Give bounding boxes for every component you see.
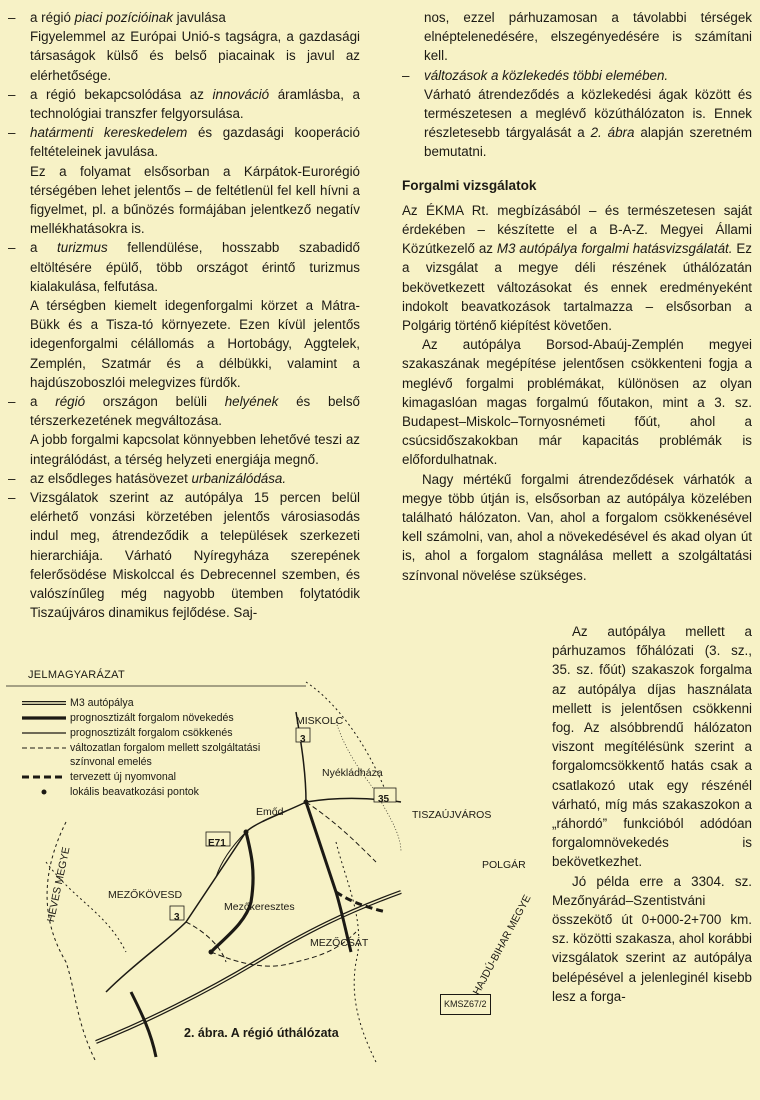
list-item: – Vizsgálatok szerint az autópálya 15 percen belül elérhető vonzási körzetében jelentős városiasodás indul meg, átrendeződik a települések szerkezeti hierarchiája. Várható Nyíregyháza szerepének felerősödése Miskolccal és Debrecennel szemben, és valószínűleg még nagyobb ütemben folytatódik Tiszaújváros dinamikus fejlődése. Saj- xyxy=(8,490,360,621)
paragraph: Az autópálya Borsod-Abaúj-Zemplén megyei szakaszának megépítése jelentősen csökkenteni fogja a meglévő forgalmi problémákat, különösen az olyan kimagaslóan magas forgalmú főutakon, mint a 3. sz. Budapest–Miskolc–Tornyosnémeti főút, ahol a csúcsidőszakokban már kapacitás problémák is előfordulhatnak. xyxy=(402,337,752,468)
label-heves: HEVES MEGYE xyxy=(44,845,73,924)
list-item-text: Ez a folyamat elsősorban a Kárpátok-Eurorégió térségében lehet jelentős – de feltétlenül fel kell hívni a figyelmet, pl. a bűnözés formájában jelentkező negatív mellékhatásokra is. xyxy=(30,163,360,237)
list-item: – a régió országon belüli helyének és belső térszerkezetének megváltozása. xyxy=(8,394,360,429)
legend-item: változatlan forgalom mellett szolgáltatási színvonal emelés xyxy=(18,741,278,769)
legend-item: lokális beavatkozási pontok xyxy=(18,785,278,799)
place-tiszaujvaros: TISZAÚJVÁROS xyxy=(412,809,492,821)
intervention-point xyxy=(209,950,214,955)
legend-item: prognosztizált forgalom csökkenés xyxy=(18,726,278,740)
intervention-point xyxy=(304,800,309,805)
road-number-e71: E71 xyxy=(208,838,226,849)
map-code: KMSZ67/2 xyxy=(440,994,491,1015)
place-mezokeresztes: Mezőkeresztes xyxy=(224,901,295,913)
road-number-3: 3 xyxy=(300,734,306,745)
list-item-text: Várható átrendeződés a közlekedési ágak között és természetesen a meglévő közúthálózaton is. Ennek részletesebb tárgyalását a 2. ábra alapján szeretném bemutatni. xyxy=(424,86,752,160)
legend-title: JELMAGYARÁZAT xyxy=(28,669,126,681)
right-column xyxy=(402,8,752,585)
motorway-symbol xyxy=(18,696,70,710)
section-heading: Forgalmi vizsgálatok xyxy=(402,177,537,193)
list-dash: – xyxy=(8,10,16,25)
thin-line-symbol xyxy=(18,726,70,740)
list-item: – a turizmus fellendülése, hosszabb szabadidő eltöltésére épülő, több országot érintő turizmus kialakulása, felfutása. xyxy=(8,240,360,294)
label-hajdu: HAJDÚ-BIHAR MEGYE xyxy=(470,893,534,998)
paragraph: Az ÉKMA Rt. megbízásából – és természetesen saját érdekében – készítette el a B-A-Z. Megyei Állami Közútkezelő az M3 autópálya forgalmi hatásvizsgálatát. Ez a vizsgálat a megye déli részének úthálózatán bekövetkezett változásokat és ennek eredményeként indokolt beavatkozások tartalmazza – elsősorban a Polgárig történő kiépítést követően. xyxy=(402,202,752,334)
place-miskolc: MISKOLC xyxy=(296,715,344,727)
bold-dash-symbol xyxy=(18,770,70,784)
intervention-point xyxy=(244,830,249,835)
thick-line-symbol xyxy=(18,711,70,725)
legend xyxy=(18,696,278,800)
paragraph: Nagy mértékű forgalmi átrendeződések várhatók a megye több útján is, elsősorban az autópálya közelében található hálózaton. Van, ahol a forgalom csökkenésével kell számolni, van, ahol a növekedésével és akad olyan út is, ahol a forgalom stagnálása mellett a szolgáltatási színvonal növelése szükséges. xyxy=(402,471,752,583)
place-mezokovesd: MEZŐKÖVESD xyxy=(108,889,183,901)
list-item: – a régió piaci pozícióinak javulása xyxy=(8,8,360,27)
list-item-text: A térségben kiemelt idegenforgalmi körzet a Mátra-Bükk és a Tisza-tó környezete. Ezen kívül jelentős idegenforgalmi célállomás a Hortobágy, Aggtelek, Zemplén, Szatmár és a délbükki, valamint a hajdúszoboszlói melegvizes fürdők. xyxy=(30,298,360,390)
figure-caption: 2. ábra. A régió úthálózata xyxy=(184,1026,339,1040)
place-nyekladhaza: Nyékládháza xyxy=(322,767,383,779)
list-item-text: A jobb forgalmi kapcsolat könnyebben lehetővé teszi az integrálódást, a térség helyzeti energiája megnő. xyxy=(30,432,360,467)
place-emod: Emőd xyxy=(256,806,284,818)
place-mezocsat: MEZŐCSÁT xyxy=(310,937,369,949)
legend-item: M3 autópálya xyxy=(18,696,278,710)
left-column xyxy=(8,8,360,623)
list-item: – határmenti kereskedelem és gazdasági kooperáció feltételeinek javulása. xyxy=(8,125,360,160)
list-item: – a régió bekapcsolódása az innováció áramlásba, a technológiai transzfer felgyorsulása. xyxy=(8,86,360,122)
road-number-3b: 3 xyxy=(174,912,180,923)
continued-text: nos, ezzel párhuzamosan a távolabbi térségek elnéptelenedésére, elszegényedésére is számítani kell. xyxy=(424,10,752,64)
list-item: – változások a közlekedés többi elemében. xyxy=(402,67,669,83)
road-number-35: 35 xyxy=(378,794,390,805)
wrapped-text xyxy=(552,622,752,1006)
list-item: – az elsődleges hatásövezet urbanizálódása. xyxy=(8,470,287,486)
paragraph: Az autópálya mellett a párhuzamos főhálózati (3. sz., 35. sz. főút) szakaszok forgalma az autópálya díjas használata mellett is jelentősen csökkenni fog. Az alsóbbrendű hálózaton viszont megítélésünk szerint a forgalomcsökkentő hatás csak a csatlakozó utak egy részénél várható, míg más szakaszokon a „ráhordó” funkcióból adódóan forgalomnövekedés is bekövetkezhet. xyxy=(552,624,752,870)
list-item-text: Figyelemmel az Európai Unió-s tagságra, a gazdasági társaságok külső és belső piacainak is javul az elérhetősége. xyxy=(30,29,360,83)
legend-item: tervezett új nyomvonal xyxy=(18,770,278,784)
paragraph: Jó példa erre a 3304. sz. Mezőnyárád–Szentistváni összekötő út 0+000-2+700 km. sz. közötti szakasza, ahol korábbi vizsgálatok szerint az autópálya belépésével a jelenleginél kisebb lesz a forga- xyxy=(552,873,752,1004)
dot-symbol xyxy=(18,785,70,799)
legend-item: prognosztizált forgalom növekedés xyxy=(18,711,278,725)
dashed-line-symbol xyxy=(18,741,70,755)
place-polgar: POLGÁR xyxy=(482,859,526,871)
